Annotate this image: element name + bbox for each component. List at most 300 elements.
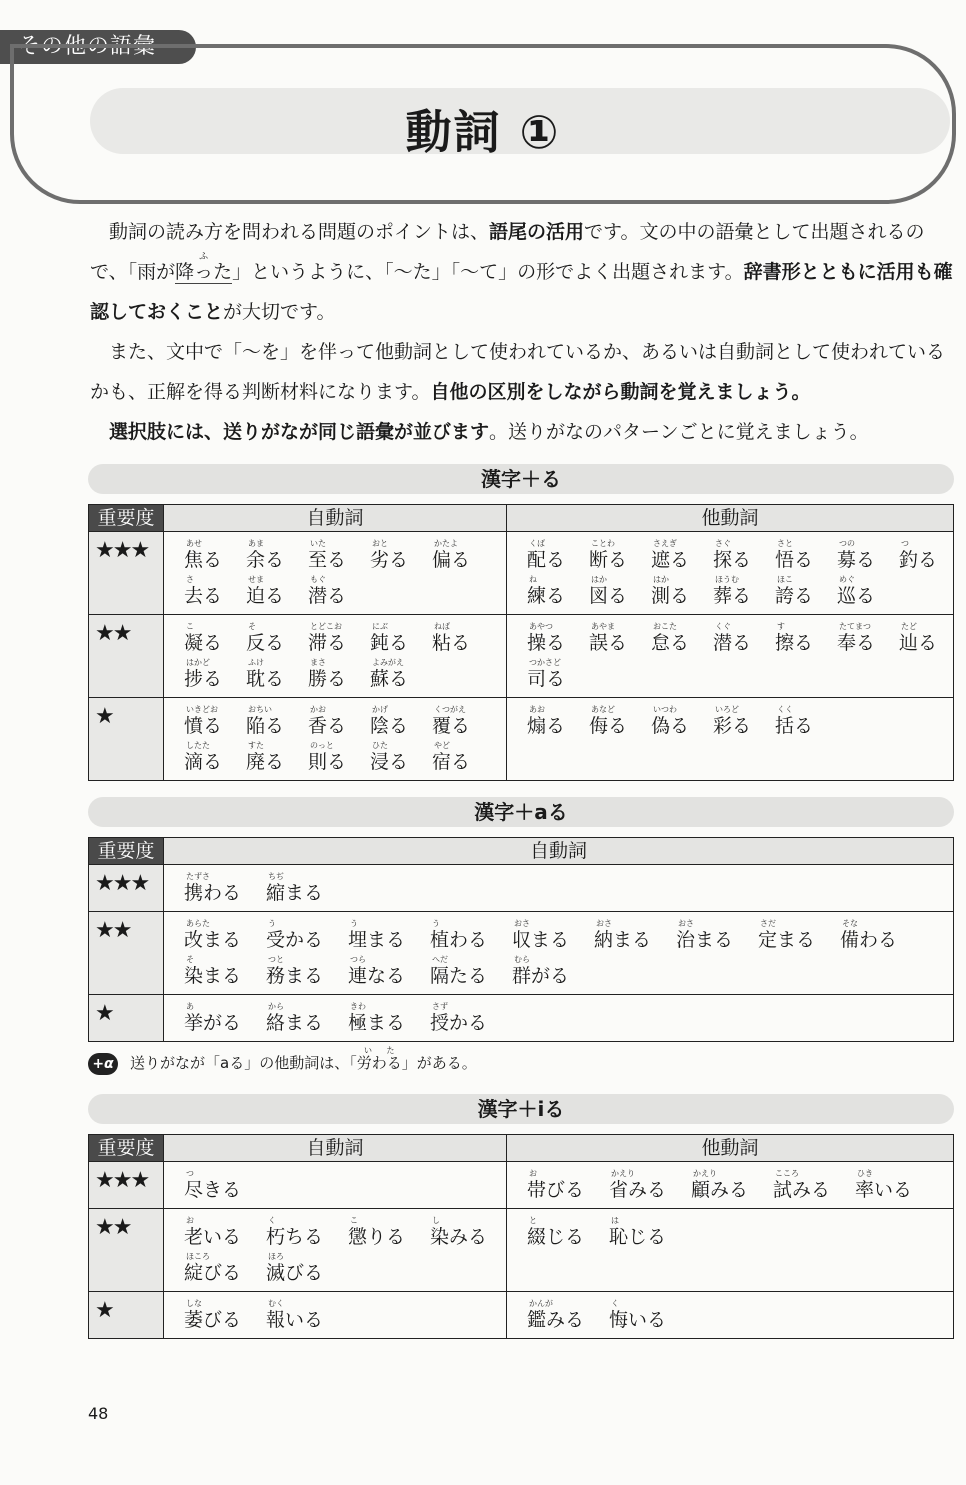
vocab-word	[837, 621, 899, 654]
kanji-word: 勝る	[308, 668, 347, 690]
table-row	[89, 532, 954, 615]
word-line	[184, 738, 506, 774]
furigana: つら	[350, 955, 366, 964]
furigana: ことわ	[591, 539, 615, 548]
furigana: しな	[186, 1299, 202, 1308]
vocab-word	[589, 704, 651, 737]
kanji-word: 覆る	[432, 715, 471, 737]
word-line	[184, 1249, 506, 1285]
word-line	[184, 702, 506, 738]
kanji-word: 挙がる	[184, 1012, 242, 1034]
kanji-word: 粘る	[432, 632, 471, 654]
kanji-word: 反る	[246, 632, 285, 654]
vocab-word	[758, 918, 840, 951]
kanji-word: 測る	[651, 585, 690, 607]
vocab-word	[430, 1001, 512, 1034]
furigana: せま	[248, 575, 264, 584]
furigana: さだ	[760, 919, 776, 928]
vocab-word	[432, 621, 494, 654]
furigana: むら	[514, 955, 530, 964]
importance-stars: ★	[89, 1292, 164, 1339]
kanji-word: 誤る	[589, 632, 628, 654]
furigana: おさ	[596, 919, 612, 928]
verb-table	[88, 504, 954, 781]
furigana: もぐ	[310, 575, 326, 584]
furigana: かげ	[372, 705, 388, 714]
vocab-word	[432, 740, 494, 773]
intro-text-run: 。送りがなのパターンごとに覚えましょう。	[489, 421, 869, 443]
vocab-word	[713, 704, 775, 737]
furigana: あま	[248, 539, 264, 548]
vocab-word	[184, 918, 266, 951]
vocab-word	[527, 538, 589, 571]
furigana: あお	[529, 705, 545, 714]
importance-stars: ★	[89, 698, 164, 781]
furigana: から	[268, 1002, 284, 1011]
kanji-word: 滴る	[184, 751, 223, 773]
furigana: ちぢ	[268, 872, 284, 881]
furigana: そ	[248, 622, 256, 631]
vocab-word	[527, 704, 589, 737]
vocab-word	[691, 1168, 773, 1201]
kanji-word: 改まる	[184, 929, 242, 951]
furigana: そな	[842, 919, 858, 928]
transitive-cell	[507, 1292, 954, 1339]
furigana: へだ	[432, 955, 448, 964]
vocab-word	[713, 621, 775, 654]
kanji-word: 懲りる	[348, 1226, 406, 1248]
furigana: いた	[310, 539, 326, 548]
word-line	[527, 1166, 953, 1202]
word-line	[184, 619, 506, 655]
vocab-word	[651, 574, 713, 607]
intro-paragraph-3	[90, 412, 956, 452]
word-line	[184, 1166, 506, 1202]
kanji-word: 憤る	[184, 715, 223, 737]
kanji-word: 遮る	[651, 549, 690, 571]
furigana: つの	[839, 539, 855, 548]
word-line	[184, 952, 953, 988]
furigana: くく	[777, 705, 793, 714]
kanji-word: 率いる	[855, 1179, 913, 1201]
vocab-word	[308, 574, 370, 607]
kanji-word: 探る	[713, 549, 752, 571]
intransitive-cell	[164, 865, 954, 912]
vocab-word	[348, 1215, 430, 1248]
furigana: よみがえ	[372, 658, 404, 667]
kanji-word: 誇る	[775, 585, 814, 607]
kanji-word: 香る	[308, 715, 347, 737]
verb-table	[88, 1134, 954, 1339]
category-tag: その他の語彙	[0, 30, 196, 64]
furigana: つかさど	[529, 658, 561, 667]
vocab-word	[266, 1001, 348, 1034]
furigana: おちい	[248, 705, 272, 714]
vocab-word	[184, 740, 246, 773]
vocab-word	[899, 538, 961, 571]
note-word: 労わる	[356, 1054, 402, 1072]
furigana: かお	[310, 705, 326, 714]
importance-stars: ★★★	[89, 532, 164, 615]
vocab-word	[855, 1168, 937, 1201]
kanji-word: 連なる	[348, 965, 406, 987]
kanji-word: 葬る	[713, 585, 752, 607]
table-row	[89, 615, 954, 698]
kanji-word: 煽る	[527, 715, 566, 737]
furigana: つと	[268, 955, 284, 964]
vocab-word	[184, 538, 246, 571]
vocab-word	[184, 1168, 266, 1201]
vocab-word	[651, 621, 713, 654]
intro-text-run: 」というように、「〜た」「〜て」の形でよく出題されます。	[232, 261, 744, 283]
furigana: はか	[591, 575, 607, 584]
kanji-word: 練る	[527, 585, 566, 607]
verb-table	[88, 837, 954, 1042]
column-header-transitive: 他動詞	[507, 1135, 954, 1162]
furigana: たど	[901, 622, 917, 631]
furigana: あなど	[591, 705, 615, 714]
kanji-word: 滅びる	[266, 1262, 324, 1284]
furigana: と	[529, 1216, 537, 1225]
transitive-cell	[507, 1162, 954, 1209]
vocab-word	[430, 918, 512, 951]
vocab-word	[432, 704, 494, 737]
kanji-word: 悟る	[775, 549, 814, 571]
kanji-word: 釣る	[899, 549, 938, 571]
vocab-word	[651, 538, 713, 571]
kanji-word: 萎びる	[184, 1309, 242, 1331]
vocab-word	[246, 704, 308, 737]
vocab-word	[775, 704, 837, 737]
furigana: す	[777, 622, 785, 631]
vocab-word	[527, 574, 589, 607]
kanji-word: 廃る	[246, 751, 285, 773]
kanji-word: 恥じる	[609, 1226, 667, 1248]
kanji-word: 司る	[527, 668, 566, 690]
furigana: さと	[777, 539, 793, 548]
table-row	[89, 1292, 954, 1339]
column-header-intransitive: 自動詞	[164, 838, 954, 865]
word-line	[184, 572, 506, 608]
intransitive-cell	[164, 1162, 507, 1209]
kanji-word: 怠る	[651, 632, 690, 654]
furigana: さぐ	[715, 539, 731, 548]
table-row	[89, 912, 954, 995]
furigana: くつがえ	[434, 705, 466, 714]
furigana: むく	[268, 1299, 284, 1308]
vocab-word	[370, 538, 432, 571]
column-header-intransitive: 自動詞	[164, 505, 507, 532]
furigana: おと	[372, 539, 388, 548]
kanji-word: 悔いる	[609, 1309, 667, 1331]
section-heading: 漢字＋aる	[88, 797, 954, 827]
vocab-word	[676, 918, 758, 951]
vocab-word	[308, 538, 370, 571]
kanji-word: 鑑みる	[527, 1309, 585, 1331]
kanji-word: 偽る	[651, 715, 690, 737]
table-row	[89, 1209, 954, 1292]
vocab-word	[899, 621, 961, 654]
word-line	[184, 1296, 506, 1332]
vocab-word	[430, 1215, 512, 1248]
vocab-word	[370, 657, 432, 690]
kanji-word: 操る	[527, 632, 566, 654]
furigana: ほこ	[777, 575, 793, 584]
furigana: ほろ	[268, 1252, 284, 1261]
kanji-word: 則る	[308, 751, 347, 773]
furigana: したた	[186, 741, 210, 750]
vocab-word	[527, 1168, 609, 1201]
vocab-word	[370, 704, 432, 737]
kanji-word: 焦る	[184, 549, 223, 571]
kanji-word: 陰る	[370, 715, 409, 737]
furigana: はか	[653, 575, 669, 584]
vocab-word	[589, 574, 651, 607]
furigana: つ	[186, 1169, 194, 1178]
furigana: やど	[434, 741, 450, 750]
table-row	[89, 865, 954, 912]
kanji-word: 納まる	[594, 929, 652, 951]
vocab-word	[184, 657, 246, 690]
word-line	[527, 702, 953, 738]
plus-alpha-note	[88, 1046, 477, 1075]
kanji-word: 潜る	[713, 632, 752, 654]
plus-alpha-badge: +α	[88, 1053, 118, 1075]
ruby-word	[175, 252, 233, 283]
vocab-word	[184, 1298, 266, 1331]
kanji-word: 括る	[775, 715, 814, 737]
furigana: あやつ	[529, 622, 553, 631]
kanji-word: 迫る	[246, 585, 285, 607]
furigana: ねば	[434, 622, 450, 631]
kanji-word: 募る	[837, 549, 876, 571]
word-line	[527, 572, 953, 608]
intro-text	[90, 212, 956, 452]
vocab-word	[713, 538, 775, 571]
kanji-word: 試みる	[773, 1179, 831, 1201]
kanji-word: 潜る	[308, 585, 347, 607]
furigana: いつわ	[653, 705, 677, 714]
column-header-level: 重要度	[89, 838, 164, 865]
kanji-word: 偏る	[432, 549, 471, 571]
intro-paragraph-1	[90, 212, 956, 332]
vocab-word	[266, 954, 348, 987]
kanji-word: 受かる	[266, 929, 324, 951]
kanji-word: 尽きる	[184, 1179, 242, 1201]
importance-stars: ★★★	[89, 865, 164, 912]
furigana: おさ	[678, 919, 694, 928]
kanji-word: 報いる	[266, 1309, 324, 1331]
intransitive-cell	[164, 912, 954, 995]
furigana: さえぎ	[653, 539, 677, 548]
vocab-word	[348, 918, 430, 951]
furigana: あ	[186, 1002, 194, 1011]
vocab-word	[651, 704, 713, 737]
column-header-intransitive: 自動詞	[164, 1135, 507, 1162]
importance-stars: ★	[89, 995, 164, 1042]
kanji-word: 滞る	[308, 632, 347, 654]
transitive-cell	[507, 698, 954, 781]
furigana: くば	[529, 539, 545, 548]
kanji-word: 巡る	[837, 585, 876, 607]
kanji-word: 侮る	[589, 715, 628, 737]
word-line	[184, 655, 506, 691]
importance-stars: ★★	[89, 1209, 164, 1292]
underlined-word: 降った	[175, 261, 233, 283]
furigana: いきどお	[186, 705, 218, 714]
vocab-word	[370, 621, 432, 654]
vocab-word	[266, 871, 348, 904]
vocab-word	[184, 1001, 266, 1034]
vocab-word	[775, 538, 837, 571]
kanji-word: 絡まる	[266, 1012, 324, 1034]
furigana: こ	[350, 1216, 358, 1225]
vocab-word	[370, 740, 432, 773]
vocab-word	[266, 1215, 348, 1248]
furigana: そ	[186, 955, 194, 964]
vocab-word	[527, 621, 589, 654]
kanji-word: 宿る	[432, 751, 471, 773]
table-row	[89, 698, 954, 781]
furigana: あせ	[186, 539, 202, 548]
vocab-word	[837, 574, 899, 607]
word-line	[184, 869, 953, 905]
vocab-word	[609, 1168, 691, 1201]
furigana: すた	[248, 741, 264, 750]
vocab-word	[512, 954, 594, 987]
vocab-word	[308, 740, 370, 773]
intro-text-run: が大切です。	[223, 301, 336, 323]
vocab-word	[594, 918, 676, 951]
vocab-word	[775, 621, 837, 654]
kanji-word: 蘇る	[370, 668, 409, 690]
furigana: まさ	[310, 658, 326, 667]
column-header-level: 重要度	[89, 505, 164, 532]
intro-text-run: 動詞の読み方を問われる問題のポイントは、	[109, 221, 490, 243]
ruby-reading: ふ	[175, 252, 233, 262]
furigana: あやま	[591, 622, 615, 631]
furigana: めぐ	[839, 575, 855, 584]
kanji-word: 隔たる	[430, 965, 488, 987]
furigana: とどこお	[310, 622, 342, 631]
furigana: く	[611, 1299, 619, 1308]
intro-paragraph-2	[90, 332, 956, 412]
kanji-word: 省みる	[609, 1179, 667, 1201]
kanji-word: 余る	[246, 549, 285, 571]
vocab-word	[527, 657, 589, 690]
furigana: は	[611, 1216, 619, 1225]
furigana: おさ	[514, 919, 530, 928]
vocab-word	[246, 621, 308, 654]
furigana: く	[268, 1216, 276, 1225]
vocab-word	[512, 918, 594, 951]
kanji-word: 染みる	[430, 1226, 488, 1248]
vocab-word	[184, 1215, 266, 1248]
furigana: つ	[901, 539, 909, 548]
kanji-word: 朽ちる	[266, 1226, 324, 1248]
furigana: きわ	[350, 1002, 366, 1011]
ruby-reading: いた	[356, 1046, 402, 1055]
furigana: ひた	[372, 741, 388, 750]
kanji-word: 凝る	[184, 632, 223, 654]
furigana: たてまつ	[839, 622, 871, 631]
furigana: う	[350, 919, 358, 928]
intro-bold-run: 辞書形とともに活用も確認しておくこと	[90, 261, 953, 323]
intransitive-cell	[164, 615, 507, 698]
kanji-word: 奉る	[837, 632, 876, 654]
vocab-word	[184, 704, 246, 737]
vocab-word	[266, 1251, 348, 1284]
transitive-cell	[507, 615, 954, 698]
column-header-transitive: 他動詞	[507, 505, 954, 532]
kanji-word: 彩る	[713, 715, 752, 737]
kanji-word: 辿る	[899, 632, 938, 654]
vocab-word	[184, 871, 266, 904]
vocab-word	[266, 1298, 348, 1331]
furigana: かえり	[693, 1169, 717, 1178]
furigana: かんが	[529, 1299, 553, 1308]
section-heading: 漢字＋る	[88, 464, 954, 494]
vocab-word	[527, 1298, 609, 1331]
kanji-word: 陥る	[246, 715, 285, 737]
note-text: 送りがなが「aる」の他動詞は、「	[130, 1054, 357, 1072]
intro-bold-run: 語尾の活用	[489, 221, 585, 243]
vocab-word	[840, 918, 922, 951]
word-line	[184, 536, 506, 572]
kanji-word: 浸る	[370, 751, 409, 773]
intransitive-cell	[164, 532, 507, 615]
vocab-word	[184, 954, 266, 987]
furigana: お	[186, 1216, 194, 1225]
vocab-word	[432, 538, 494, 571]
kanji-word: 治まる	[676, 929, 734, 951]
kanji-word: 帯びる	[527, 1179, 585, 1201]
transitive-cell	[507, 532, 954, 615]
kanji-word: 定まる	[758, 929, 816, 951]
kanji-word: 至る	[308, 549, 347, 571]
furigana: おこた	[653, 622, 677, 631]
vocab-word	[348, 954, 430, 987]
furigana: かえり	[611, 1169, 635, 1178]
kanji-word: 務まる	[266, 965, 324, 987]
kanji-word: 群がる	[512, 965, 570, 987]
furigana: ひき	[857, 1169, 873, 1178]
word-line	[527, 1296, 953, 1332]
intransitive-cell	[164, 1292, 507, 1339]
furigana: たずさ	[186, 872, 210, 881]
vocab-word	[308, 621, 370, 654]
kanji-word: 断る	[589, 549, 628, 571]
kanji-word: 極まる	[348, 1012, 406, 1034]
furigana: こころ	[775, 1169, 799, 1178]
word-line	[184, 916, 953, 952]
table-row	[89, 1162, 954, 1209]
vocab-word	[246, 740, 308, 773]
kanji-word: 染まる	[184, 965, 242, 987]
kanji-word: 捗る	[184, 668, 223, 690]
intransitive-cell	[164, 1209, 507, 1292]
vocab-word	[837, 538, 899, 571]
vocab-word	[348, 1001, 430, 1034]
word-line	[527, 619, 953, 655]
kanji-word: 縮まる	[266, 882, 324, 904]
kanji-word: 埋まる	[348, 929, 406, 951]
kanji-word: 図る	[589, 585, 628, 607]
kanji-word: 綻びる	[184, 1262, 242, 1284]
vocab-word	[246, 657, 308, 690]
furigana: ふけ	[248, 658, 264, 667]
kanji-word: 綴じる	[527, 1226, 585, 1248]
